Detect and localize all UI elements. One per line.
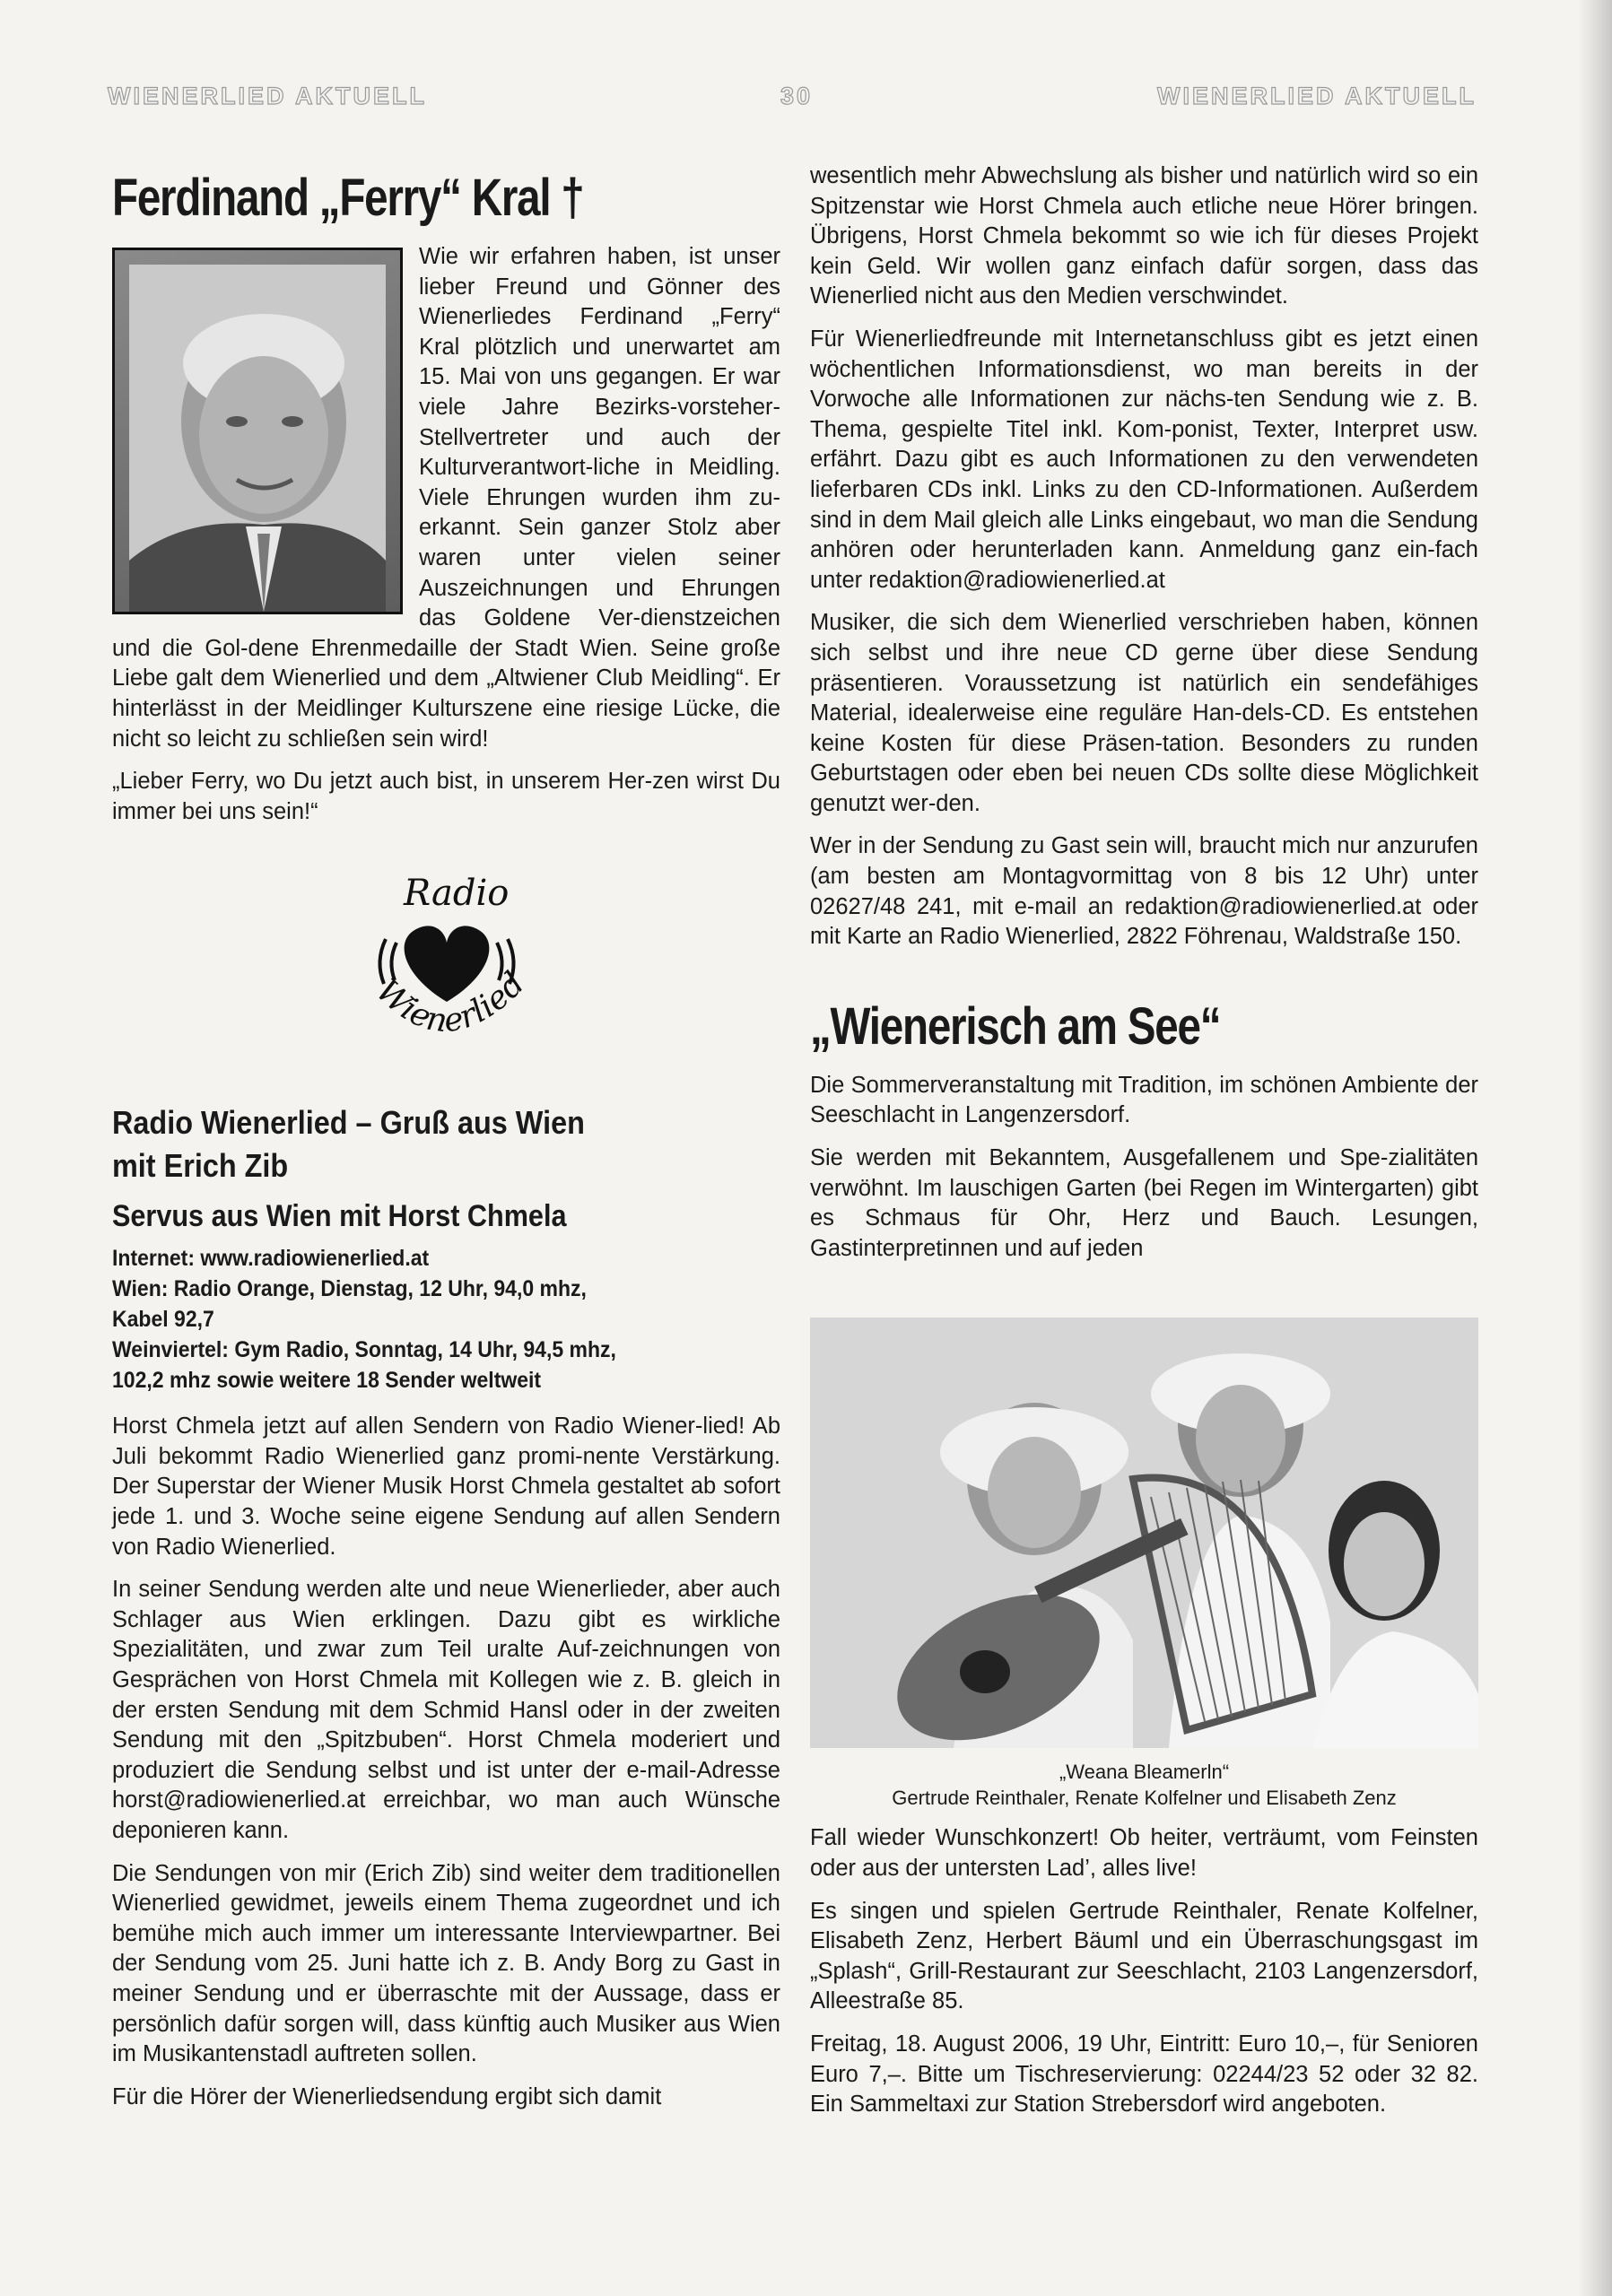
event-paragraph: Freitag, 18. August 2006, 19 Uhr, Eintritt: Euro 10,–, für Senioren Euro 7,–. Bitte um Tischreservierung: 02244/23 52 oder 32 82. Ein Sammeltaxi zur Station Strebersdorf wird angeboten. — [810, 2031, 1478, 2118]
obituary-body: Wie wir erfahren haben, ist unser lieber Freund und Gönner des Wienerliedes Ferdinand „Ferry“ Kral plötzlich und unerwartet am 15. Mai von uns gegangen. Er war viele Jahre Bezirks-vorsteher-Stellvertreter und auch der Kulturverantwort-liche in Meidling. Viele Ehrungen wurden ihm zu-erkannt. Sein ganzer Stolz aber waren unter vielen seiner Auszeichnungen und Ehrungen das Goldene Ver-dienstzeichen und die Gol-dene Ehrenmedaille der Stadt Wien. Seine große Liebe galt dem Wienerlied und dem „Altwiener Club Meidling“. Er hinterlässt in der Meidlinger Kulturszene eine riesige Lücke, die nicht so leicht zu schließen sein wird! — [112, 244, 780, 752]
info-internet: Internet: www.radiowienerlied.at — [112, 1246, 430, 1272]
info-wien: Wien: Radio Orange, Dienstag, 12 Uhr, 94,0 mhz, — [112, 1276, 587, 1302]
radio-continued-paragraph: Wer in der Sendung zu Gast sein will, braucht mich nur anzurufen (am besten am Montagvormittag von 8 bis 12 Uhr) unter 02627/48 241, mit e-mail an redaktion@radiowienerlied.at oder mit Karte an Radio Wienerlied, 2822 Föhrenau, Waldstraße 150. — [810, 833, 1478, 950]
logo-bottom-text: Wienerlied — [368, 965, 532, 1040]
obituary-closing: „Lieber Ferry, wo Du jetzt auch bist, in unserem Her-zen wirst Du immer bei uns sein!“ — [112, 769, 780, 824]
radio-continued-paragraph: Musiker, die sich dem Wienerlied verschrieben haben, können sich selbst und ihre neue CD gerne über diese Sendung präsentieren. Voraussetzung ist natürlich ein sendefähiges Material, idealerweise eine reguläre Han-dels-CD. Es entstehen keine Kosten für diese Präsen-tation. Besonders zu runden Geburtstagen oder eben bei neuen CDs sollte diese Möglichkeit genutzt wer-den. — [810, 610, 1478, 816]
radio-article — [112, 1105, 780, 2112]
radio-continued-paragraph: Für Wienerliedfreunde mit Internetanschluss gibt es jetzt einen wöchentlichen Informationsdienst, wo man bereits in der Vorwoche alle Informationen zur nächs-ten Sendung wie z. B. Thema, gespielte Titel inkl. Kom-ponist, Texter, Interpret usw. erfährt. Dazu gibt es auch Informationen zu den verwendeten lieferbaren CDs inkl. Links zu den CD-Informationen. Außerdem sind in dem Mail gleich alle Links eingebaut, wo man die Sendung anhören oder herunterladen kann. Anmeldung ganz ein-fach unter redaktion@radiowienerlied.at — [810, 326, 1478, 593]
right-column — [810, 161, 1478, 2133]
radio-title-line1: Radio Wienerlied – Gruß aus Wien — [112, 1104, 585, 1142]
portrait-image — [129, 265, 386, 612]
page-number: 30 — [780, 83, 814, 109]
obituary-article — [112, 242, 780, 827]
group-photo — [810, 1318, 1478, 1748]
radio-subtitle: Servus aus Wien mit Horst Chmela — [112, 1199, 567, 1234]
caption-title: „Weana Bleamerln“ — [1059, 1761, 1230, 1784]
weana-bleamerln-image — [810, 1318, 1478, 1748]
running-header-right: WIENERLIED AKTUELL — [1157, 83, 1477, 109]
event-paragraph: Die Sommerveranstaltung mit Tradition, im schönen Ambiente der Seeschlacht in Langenzersdorf. — [810, 1072, 1478, 1128]
event-paragraph: Fall wieder Wunschkonzert! Ob heiter, verträumt, vom Feinsten oder aus der untersten Lad’, alles live! — [810, 1825, 1478, 1881]
radio-paragraph: Die Sendungen von mir (Erich Zib) sind weiter dem traditionellen Wienerlied gewidmet, jeweils einem Thema zugeordnet und ich bemühe mich auch immer um interessante Interviewpartner. Bei der Sendung vom 25. Juni hatte ich z. B. Andy Borg zu Gast in meiner Sendung und er überraschte mit der Aussage, dass er persönlich dafür sorgen will, dass künftig auch Musiker aus Wien im Musikantenstadl auftreten sollen. — [112, 1860, 780, 2067]
info-kabel: Kabel 92,7 — [112, 1307, 214, 1333]
info-weinviertel: Weinviertel: Gym Radio, Sonntag, 14 Uhr, 94,5 mhz, — [112, 1337, 616, 1363]
radio-heart-logo — [348, 867, 545, 1060]
heart-icon — [404, 926, 489, 1003]
caption-names: Gertrude Reinthaler, Renate Kolfelner und Elisabeth Zenz — [892, 1787, 1397, 1810]
info-sender: 102,2 mhz sowie weitere 18 Sender weltweit — [112, 1368, 542, 1394]
radio-title-line2: mit Erich Zib — [112, 1147, 289, 1185]
logo-top-text: Radio — [403, 873, 509, 915]
radio-continued-paragraph: wesentlich mehr Abwechslung als bisher und natürlich wird so ein Spitzenstar wie Horst Chmela auch etliche neue Hörer bringen. Übrigens, Horst Chmela bekommt so wie ich für dieses Projekt kein Geld. Wir wollen ganz einfach dafür sorgen, dass das Wienerlied nicht aus den Medien verschwindet. — [810, 163, 1478, 309]
radio-paragraph: Horst Chmela jetzt auf allen Sendern von Radio Wiener-lied! Ab Juli bekommt Radio Wienerlied ganz promi-nente Verstärkung. Der Superstar der Wiener Musik Horst Chmela gestaltet ab sofort jede 1. und 3. Woche seine eigene Sendung auf allen Sendern von Radio Wienerlied. — [112, 1413, 780, 1560]
page-edge-shadow — [1578, 0, 1612, 2296]
radio-wienerlied-logo — [112, 867, 780, 1060]
event-paragraph: Es singen und spielen Gertrude Reinthaler, Renate Kolfelner, Elisabeth Zenz, Herbert Bäuml und ein Überraschungsgast im „Splash“, Grill-Restaurant zur Seeschlacht, 2103 Langenzersdorf, Alleestraße 85. — [810, 1898, 1478, 2014]
photo-caption — [810, 1759, 1478, 1811]
event-title: „Wienerisch am See“ — [810, 996, 1221, 1056]
obituary-title: Ferdinand „Ferry“ Kral † — [112, 169, 584, 227]
radio-paragraph: Für die Hörer der Wienerliedsendung ergibt sich damit — [112, 2083, 662, 2109]
event-paragraph: Sie werden mit Bekanntem, Ausgefallenem und Spe-zialitäten verwöhnt. Im lauschigen Garten (bei Regen im Wintergarten) gibt es Schmaus für Ohr, Herz und Bauch. Lesungen, Gastinterpretinnen und auf jeden — [810, 1145, 1478, 1261]
radio-paragraph: In seiner Sendung werden alte und neue Wienerlieder, aber auch Schlager aus Wien erklingen. Dazu gibt es wirkliche Spezialitäten, und zwar zum Teil uralte Auf-zeichnungen von Gesprächen von Horst Chmela mit Kollegen wie z. B. gleich in der ersten Sendung mit dem Schmid Hansl oder in der zweiten Sendung mit den „Spitzbuben“. Horst Chmela moderiert und produziert die Sendung selbst und ist unter der e-mail-Adresse horst@radiowienerlied.at erreichbar, wo man auch Wünsche deponieren kann. — [112, 1577, 780, 1843]
broadcast-info — [112, 1243, 780, 1396]
portrait-photo — [112, 248, 403, 614]
left-column — [112, 161, 780, 2125]
running-header-left: WIENERLIED AKTUELL — [108, 83, 427, 109]
